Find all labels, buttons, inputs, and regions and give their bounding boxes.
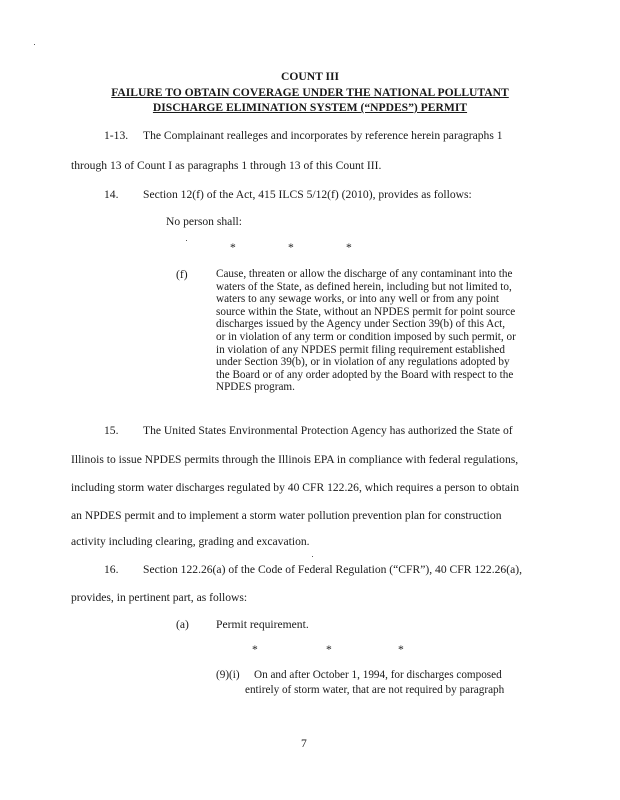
- quote-line: waters of the State, as defined herein, including but not limited to,: [216, 280, 512, 293]
- star: *: [326, 643, 332, 656]
- quote-line: discharges issued by the Agency under Section 39(b) of this Act,: [216, 318, 506, 331]
- scan-speck: [312, 556, 313, 557]
- page-number: 7: [301, 737, 307, 750]
- star: *: [398, 643, 404, 656]
- para-15-number: 15.: [104, 424, 119, 437]
- ellipsis-stars-2: [0, 643, 620, 657]
- para-16-item-line-1: On and after October 1, 1994, for discharges composed: [254, 669, 502, 681]
- star: *: [252, 643, 258, 656]
- para-16-sub-text: Permit requirement.: [216, 618, 309, 631]
- para-14-intro: No person shall:: [166, 215, 242, 228]
- count-heading: COUNT III: [280, 70, 340, 83]
- quote-line: the Board or of any order adopted by the Board with respect to the: [216, 368, 514, 381]
- para-16-line-2: provides, in pertinent part, as follows:: [71, 591, 248, 604]
- para-14-number: 14.: [104, 188, 119, 201]
- quote-line: or in violation of any term or condition imposed by such permit, or: [216, 330, 516, 343]
- para-15-line-3: including storm water discharges regulated by 40 CFR 122.26, which requires a person to obtain: [71, 481, 519, 494]
- quote-line: under Section 39(b), or in violation of any regulations adopted by: [216, 356, 510, 369]
- count-title-line-2: DISCHARGE ELIMINATION SYSTEM (“NPDES”) PERMIT: [152, 101, 468, 114]
- para-1-13-number: 1-13.: [104, 129, 129, 142]
- star: *: [230, 241, 236, 254]
- quote-line: in violation of any NPDES permit filing requirement established: [216, 343, 505, 356]
- para-15-line-1: The United States Environmental Protection Agency has authorized the State of: [143, 424, 513, 437]
- quote-line: waters to any sewage works, or into any well or from any point: [216, 293, 500, 306]
- quote-line: NPDES program.: [216, 381, 295, 394]
- para-15-line-5: activity including clearing, grading and excavation.: [71, 535, 310, 548]
- para-1-13-line-1: The Complainant realleges and incorporates by reference herein paragraphs 1: [143, 129, 503, 142]
- para-16-sub-label: (a): [176, 618, 189, 631]
- quote-line: Cause, threaten or allow the discharge of any contaminant into the: [216, 268, 513, 280]
- para-14-sub-label: (f): [176, 268, 188, 281]
- statute-quote: [216, 268, 546, 394]
- scan-speck: [34, 44, 35, 45]
- scan-speck: [186, 240, 187, 241]
- quote-line: source within the State, without an NPDES permit for point source: [216, 305, 516, 318]
- para-16-line-1: Section 122.26(a) of the Code of Federal Regulation (“CFR”), 40 CFR 122.26(a),: [143, 563, 522, 576]
- para-15-line-2: Illinois to issue NPDES permits through the Illinois EPA in compliance with federal regulations,: [71, 453, 519, 466]
- count-title-line-1: FAILURE TO OBTAIN COVERAGE UNDER THE NATIONAL POLLUTANT: [111, 86, 509, 99]
- para-16-item-line-2: entirely of storm water, that are not required by paragraph: [245, 684, 505, 696]
- para-15-line-4: an NPDES permit and to implement a storm water pollution prevention plan for construction: [71, 509, 502, 522]
- ellipsis-stars-1: [0, 241, 620, 255]
- star: *: [346, 241, 352, 254]
- para-16-number: 16.: [104, 563, 119, 576]
- star: *: [288, 241, 294, 254]
- para-14-text: Section 12(f) of the Act, 415 ILCS 5/12(f) (2010), provides as follows:: [143, 188, 472, 201]
- para-16-item-label: (9)(i): [216, 669, 240, 681]
- para-1-13-line-2: through 13 of Count I as paragraphs 1 through 13 of this Count III.: [71, 159, 382, 172]
